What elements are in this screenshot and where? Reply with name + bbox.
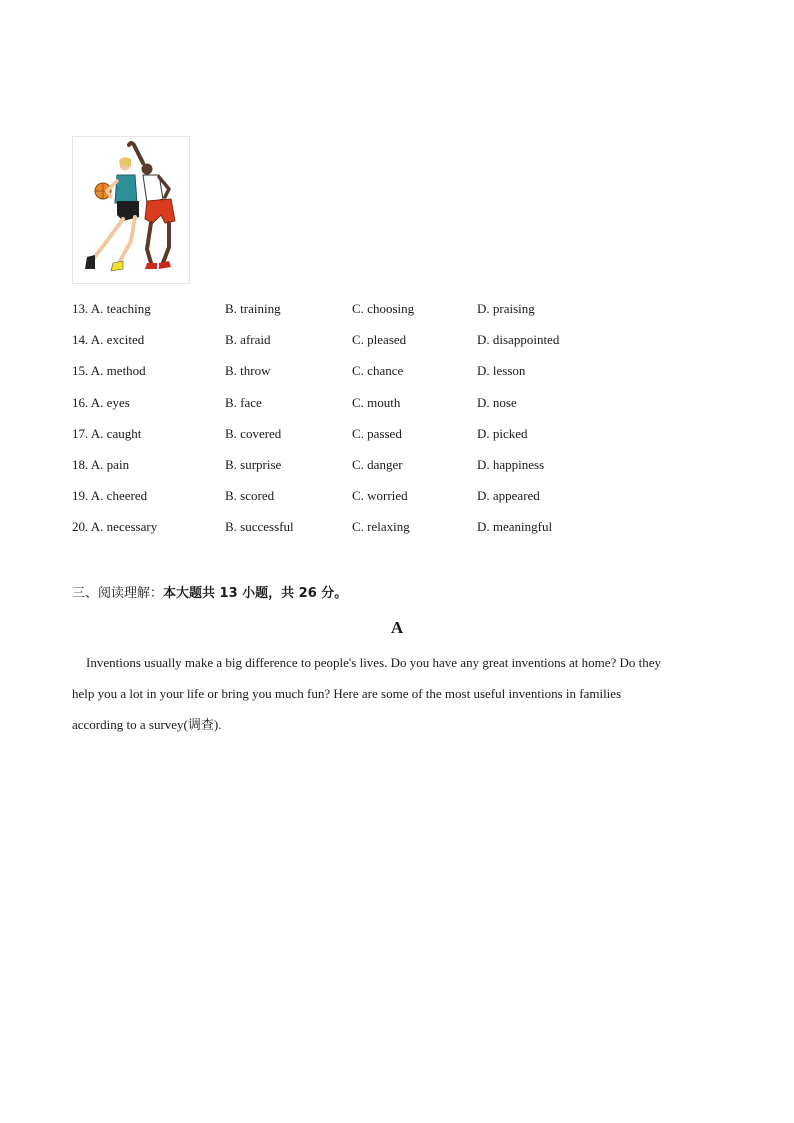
option-c: C. passed (352, 425, 402, 441)
passage-line: according to a survey(调查). (72, 717, 222, 732)
option-a: 15. A. method (72, 363, 146, 379)
option-c: C. choosing (352, 301, 415, 316)
passage-line: Inventions usually make a big difference to people's lives. Do you have any great inventions at home? Do they (86, 655, 662, 670)
section-heading (72, 582, 347, 601)
option-c: C. worried (352, 488, 408, 504)
passage-title: A (390, 618, 404, 637)
passage-text (72, 653, 722, 746)
option-d: D. disappointed (477, 332, 560, 348)
option-a: 17. A. caught (72, 425, 142, 441)
option-b: B. throw (225, 363, 271, 379)
answer-options (72, 300, 692, 550)
option-b: B. afraid (225, 332, 271, 348)
question-row (72, 331, 692, 362)
option-c: C. chance (352, 363, 404, 379)
option-b: B. covered (225, 425, 282, 441)
option-d: D. appeared (477, 488, 540, 504)
option-c: C. pleased (352, 332, 407, 348)
option-b: B. training (225, 301, 281, 316)
basketball-players-icon (73, 137, 189, 283)
passage-line: help you a lot in your life or bring you much fun? Here are some of the most useful inventions in families (72, 686, 622, 701)
option-c: C. danger (352, 456, 403, 472)
question-row (72, 456, 692, 487)
option-d: D. meaningful (477, 519, 553, 535)
question-row (72, 300, 692, 331)
option-b: B. face (225, 394, 262, 410)
option-c: C. relaxing (352, 519, 410, 535)
option-b: B. scored (225, 488, 275, 504)
option-d: D. picked (477, 425, 528, 441)
option-b: B. surprise (225, 456, 282, 472)
question-row (72, 518, 692, 549)
question-row (72, 425, 692, 456)
option-a: 14. A. excited (72, 332, 145, 348)
option-d: D. nose (477, 394, 517, 410)
option-a: 13. A. teaching (72, 301, 151, 316)
option-d: D. praising (477, 301, 535, 316)
option-d: D. happiness (477, 456, 545, 472)
option-d: D. lesson (477, 363, 526, 379)
option-b: B. successful (225, 519, 294, 535)
option-a: 16. A. eyes (72, 394, 130, 410)
question-row (72, 362, 692, 393)
option-a: 18. A. pain (72, 456, 130, 472)
option-c: C. mouth (352, 394, 401, 410)
section-number: 三、阅读理解： (72, 586, 164, 601)
basketball-players-illustration (72, 136, 190, 284)
option-a: 20. A. necessary (72, 519, 158, 535)
option-a: 19. A. cheered (72, 488, 148, 504)
section-description: 本大题共 13 小题，共 26 分。 (163, 586, 348, 601)
question-row (72, 487, 692, 518)
question-row (72, 394, 692, 425)
